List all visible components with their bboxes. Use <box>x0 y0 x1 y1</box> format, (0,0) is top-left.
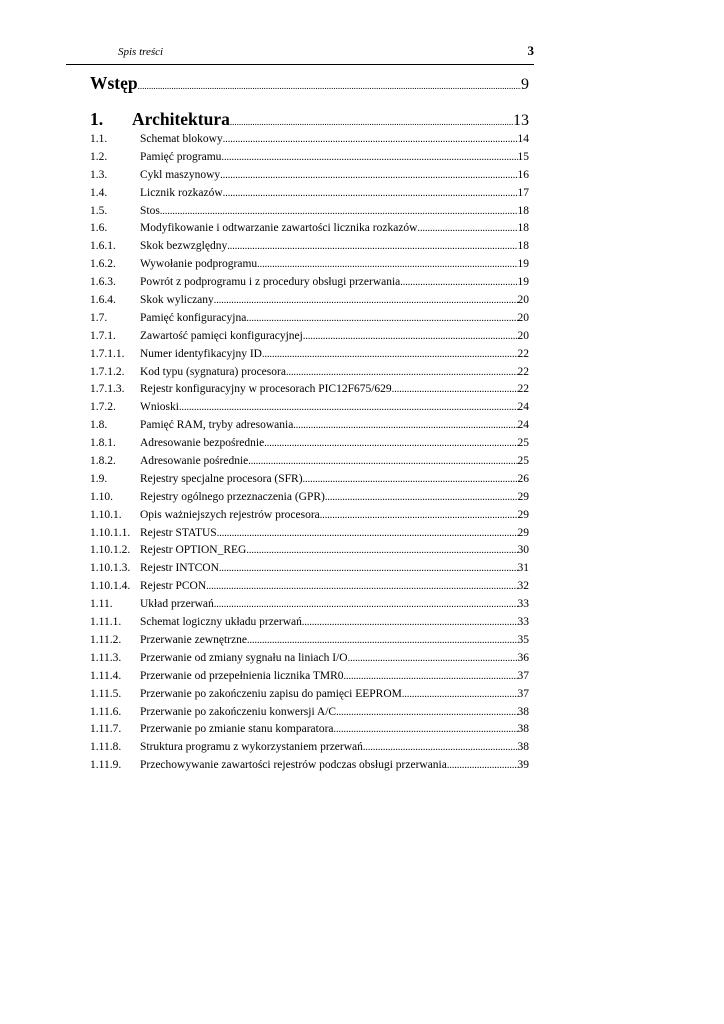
toc-entry-page: 20 <box>517 294 529 307</box>
toc-entry-number: 1.11.5. <box>90 687 122 700</box>
toc-dot-leader <box>447 760 518 771</box>
toc-entry-title: Adresowanie bezpośrednie <box>140 437 265 450</box>
toc-entry-title: Zawartość pamięci konfiguracyjnej <box>140 329 303 342</box>
toc-dot-leader <box>221 152 517 163</box>
toc-entry-number: 1.11.8. <box>90 741 122 754</box>
toc-chapter-number: 1. <box>90 109 104 129</box>
toc-entry-page: 35 <box>517 633 529 646</box>
toc-dot-leader <box>138 81 521 91</box>
toc-entry-number: 1.6.1. <box>90 240 116 253</box>
toc-dot-leader <box>417 223 517 234</box>
toc-dot-leader <box>179 402 518 413</box>
toc-entry-page: 37 <box>517 687 529 700</box>
toc-dot-leader <box>214 599 518 610</box>
toc-dot-leader <box>160 206 518 217</box>
toc-entry-row[interactable] <box>90 491 529 509</box>
toc-dot-leader <box>344 671 518 682</box>
toc-dot-leader <box>206 581 517 592</box>
toc-entry-number: 1.1. <box>90 133 108 145</box>
toc-entry-page: 25 <box>517 455 529 468</box>
toc-entry-page: 39 <box>517 759 529 772</box>
toc-dot-leader <box>286 367 518 378</box>
toc-entry-page: 32 <box>517 580 529 593</box>
toc-entry-page: 18 <box>517 204 529 217</box>
toc-entry-number: 1.11.9. <box>90 759 122 772</box>
toc-entry-title: Przerwanie od przepełnienia licznika TMR0 <box>140 669 344 682</box>
toc-entry-title: Przechowywanie zawartości rejestrów podczas obsługi przerwania <box>140 759 447 772</box>
toc-entry-number: 1.8.2. <box>90 455 116 468</box>
toc-dot-leader <box>219 563 518 574</box>
toc-entry-row[interactable] <box>90 330 529 348</box>
toc-entry-row[interactable] <box>90 401 529 419</box>
toc-entry-title: Stos <box>140 204 160 217</box>
toc-dot-leader <box>246 545 517 556</box>
toc-entry-title: Pamięć RAM, tryby adresowania <box>140 419 294 432</box>
toc-entry-page: 38 <box>517 705 529 718</box>
toc-entry-page: 14 <box>517 133 529 145</box>
toc-entry-title: Pamięć programu <box>140 150 222 163</box>
toc-entry-row[interactable] <box>90 276 529 294</box>
toc-dot-leader <box>217 528 518 539</box>
toc-dot-leader <box>303 331 518 342</box>
toc-dot-leader <box>230 117 513 127</box>
toc-chapter-row[interactable] <box>90 109 529 133</box>
toc-dot-leader <box>223 134 518 145</box>
toc-entry-page: 20 <box>517 329 529 342</box>
toc-entry-title: Modyfikowanie i odtwarzanie zawartości licznika rozkazów <box>140 222 418 235</box>
toc-entry-number: 1.11.6. <box>90 705 122 718</box>
toc-entry-title: Schemat blokowy <box>140 133 223 145</box>
toc-entry-title: Przerwanie po zakończeniu konwersji A/C <box>140 705 337 718</box>
toc-entry-title: Numer identyfikacyjny ID <box>140 347 262 360</box>
toc-entry-number: 1.8. <box>90 419 108 432</box>
toc-entry-row[interactable] <box>90 688 529 706</box>
toc-entry-row[interactable] <box>90 366 529 384</box>
toc-entry-row[interactable] <box>90 759 529 777</box>
toc-entry-number: 1.9. <box>90 472 108 485</box>
toc-dot-leader <box>334 724 518 735</box>
toc-dot-leader <box>402 689 518 700</box>
toc-entry-number: 1.3. <box>90 168 108 181</box>
toc-entry-title: Adresowanie pośrednie <box>140 455 249 468</box>
toc-entry-row[interactable] <box>90 383 529 401</box>
toc-entry-title: Rejestr INTCON <box>140 562 219 575</box>
toc-entry-page: 22 <box>517 383 529 396</box>
toc-entry-page: 25 <box>517 437 529 450</box>
toc-dot-leader <box>293 420 517 431</box>
toc-dot-leader <box>336 707 517 718</box>
toc-dot-leader <box>363 742 518 753</box>
toc-dot-leader <box>348 653 518 664</box>
toc-dot-leader <box>325 492 518 503</box>
toc-entry-page: 33 <box>517 598 529 611</box>
toc-entry-row[interactable] <box>90 544 529 562</box>
toc-entry-title: Przerwanie zewnętrzne <box>140 633 247 646</box>
toc-dot-leader <box>264 438 517 449</box>
toc-entry-page: 24 <box>517 401 529 414</box>
toc-entry-title: Przerwanie po zakończeniu zapisu do pamięci EEPROM <box>140 687 402 700</box>
running-header <box>66 44 534 65</box>
toc-entry-page: 29 <box>517 526 529 539</box>
toc-entry-row[interactable] <box>90 509 529 527</box>
toc-entry-title: Kod typu (sygnatura) procesora <box>140 365 286 378</box>
toc-dot-leader <box>262 349 518 360</box>
toc-entry-row[interactable] <box>90 527 529 545</box>
toc-entry-title: Rejestry ogólnego przeznaczenia (GPR) <box>140 490 325 503</box>
toc-entry-row[interactable] <box>90 240 529 258</box>
toc-dot-leader <box>246 313 517 324</box>
toc-entry-row[interactable] <box>90 634 529 652</box>
toc-entry-title: Powrót z podprogramu i z procedury obsługi przerwania <box>140 276 401 289</box>
toc-entry-title: Rejestr STATUS <box>140 526 217 539</box>
toc-entry-page: 19 <box>517 258 529 271</box>
toc-entry-title: Skok wyliczany <box>140 294 214 307</box>
toc-entry-page: 15 <box>517 150 529 163</box>
toc-entry-title: Cykl maszynowy <box>140 168 221 181</box>
toc-entry-number: 1.6.2. <box>90 258 116 271</box>
toc-entry-page: 36 <box>517 651 529 664</box>
toc-entry-number: 1.10.1. <box>90 508 122 521</box>
toc-entry-number: 1.11. <box>90 598 113 611</box>
toc-entry-page: 37 <box>517 669 529 682</box>
table-of-contents <box>90 73 529 777</box>
toc-chapter-title: Wstęp <box>90 73 138 93</box>
toc-entry-page: 30 <box>517 544 529 557</box>
toc-entry-number: 1.10.1.1. <box>90 526 131 539</box>
toc-entry-number: 1.11.3. <box>90 651 122 664</box>
toc-dot-leader <box>400 277 517 288</box>
toc-entry-title: Opis ważniejszych rejestrów procesora <box>140 508 320 521</box>
toc-entry-row[interactable] <box>90 652 529 670</box>
toc-entry-number: 1.2. <box>90 150 108 163</box>
toc-entry-number: 1.7.2. <box>90 401 116 414</box>
toc-chapter-page: 9 <box>521 76 529 93</box>
toc-entry-row[interactable] <box>90 258 529 276</box>
toc-entry-title: Rejestry specjalne procesora (SFR) <box>140 472 303 485</box>
toc-dot-leader <box>392 384 518 395</box>
toc-entry-row[interactable] <box>90 294 529 312</box>
toc-entry-row[interactable] <box>90 723 529 741</box>
toc-entry-number: 1.11.1. <box>90 616 122 629</box>
toc-entry-title: Skok bezwzględny <box>140 240 228 253</box>
toc-entry-page: 24 <box>517 419 529 432</box>
toc-entry-number: 1.11.4. <box>90 669 122 682</box>
toc-entry-number: 1.6.3. <box>90 276 116 289</box>
toc-entry-row[interactable] <box>90 706 529 724</box>
toc-entry-number: 1.11.7. <box>90 723 122 736</box>
toc-entry-number: 1.7.1.3. <box>90 383 125 396</box>
toc-dot-leader <box>303 474 518 485</box>
toc-entry-title: Struktura programu z wykorzystaniem przerwań <box>140 741 363 754</box>
toc-entry-page: 38 <box>517 741 529 754</box>
toc-entry-title: Rejestr konfiguracyjny w procesorach PIC12F675/629 <box>140 383 392 396</box>
toc-entry-page: 31 <box>517 562 529 575</box>
toc-entry-page: 17 <box>517 186 529 199</box>
toc-dot-leader <box>227 241 517 252</box>
toc-entry-row[interactable] <box>90 151 529 169</box>
toc-dot-leader <box>257 259 517 270</box>
toc-entry-row[interactable] <box>90 348 529 366</box>
toc-entry-row[interactable] <box>90 580 529 598</box>
toc-dot-leader <box>248 456 517 467</box>
toc-entry-row[interactable] <box>90 437 529 455</box>
toc-entry-number: 1.7.1.2. <box>90 365 125 378</box>
toc-entry-number: 1.4. <box>90 186 108 199</box>
toc-entry-number: 1.6.4. <box>90 294 116 307</box>
toc-entry-title: Przerwanie po zmianie stanu komparatora <box>140 723 334 736</box>
toc-dot-leader <box>220 170 517 181</box>
toc-chapter-title: Architektura <box>132 109 230 129</box>
toc-entry-row[interactable] <box>90 473 529 491</box>
toc-entry-row[interactable] <box>90 222 529 240</box>
toc-entry-page: 18 <box>517 240 529 253</box>
toc-entry-number: 1.10.1.4. <box>90 580 131 593</box>
toc-entry-row[interactable] <box>90 670 529 688</box>
toc-dot-leader <box>223 188 518 199</box>
toc-entry-number: 1.10.1.2. <box>90 544 131 557</box>
toc-entry-title: Wywołanie podprogramu <box>140 258 258 271</box>
page-number: 3 <box>527 43 534 58</box>
toc-entry-page: 16 <box>517 168 529 181</box>
toc-dot-leader <box>320 510 518 521</box>
toc-dot-leader <box>302 617 518 628</box>
toc-entry-number: 1.8.1. <box>90 437 116 450</box>
toc-entry-row[interactable] <box>90 455 529 473</box>
toc-dot-leader <box>247 635 518 646</box>
toc-entry-title: Wnioski <box>140 401 179 414</box>
toc-entry-row[interactable] <box>90 616 529 634</box>
toc-entry-title: Schemat logiczny układu przerwań <box>140 616 302 629</box>
toc-entry-row[interactable] <box>90 598 529 616</box>
toc-entry-number: 1.7.1. <box>90 329 116 342</box>
toc-entry-page: 22 <box>517 347 529 360</box>
toc-entry-row[interactable] <box>90 741 529 759</box>
toc-entry-title: Licznik rozkazów <box>140 186 223 199</box>
toc-chapter-page: 13 <box>513 112 529 129</box>
toc-entry-page: 22 <box>517 365 529 378</box>
toc-entry-title: Pamięć konfiguracyjna <box>140 311 247 324</box>
toc-entry-page: 29 <box>517 508 529 521</box>
toc-entry-row[interactable] <box>90 205 529 223</box>
toc-entry-number: 1.10.1.3. <box>90 562 131 575</box>
toc-entry-row[interactable] <box>90 169 529 187</box>
running-header-title: Spis treści <box>118 46 164 58</box>
toc-entry-row[interactable] <box>90 562 529 580</box>
toc-entry-title: Rejestr OPTION_REG <box>140 544 247 557</box>
toc-entry-page: 18 <box>517 222 529 235</box>
toc-entry-page: 38 <box>517 723 529 736</box>
toc-entry-title: Przerwanie od zmiany sygnału na liniach I/O <box>140 651 348 664</box>
toc-entry-page: 29 <box>517 490 529 503</box>
toc-entry-row[interactable] <box>90 312 529 330</box>
toc-entry-number: 1.11.2. <box>90 633 122 646</box>
toc-entry-number: 1.6. <box>90 222 108 235</box>
toc-entry-title: Rejestr PCON <box>140 580 207 593</box>
toc-entry-row[interactable] <box>90 133 529 151</box>
toc-entry-page: 20 <box>517 311 529 324</box>
toc-chapter-row[interactable] <box>90 73 529 97</box>
toc-entry-number: 1.7. <box>90 311 108 324</box>
toc-entry-page: 26 <box>517 472 529 485</box>
toc-entry-page: 33 <box>517 616 529 629</box>
toc-entry-number: 1.10. <box>90 490 113 503</box>
toc-entry-number: 1.5. <box>90 204 108 217</box>
toc-entry-number: 1.7.1.1. <box>90 347 125 360</box>
toc-entries <box>90 133 529 777</box>
toc-entry-row[interactable] <box>90 419 529 437</box>
toc-entry-title: Układ przerwań <box>140 598 214 611</box>
toc-dot-leader <box>214 295 518 306</box>
toc-entry-page: 19 <box>517 276 529 289</box>
toc-entry-row[interactable] <box>90 187 529 205</box>
